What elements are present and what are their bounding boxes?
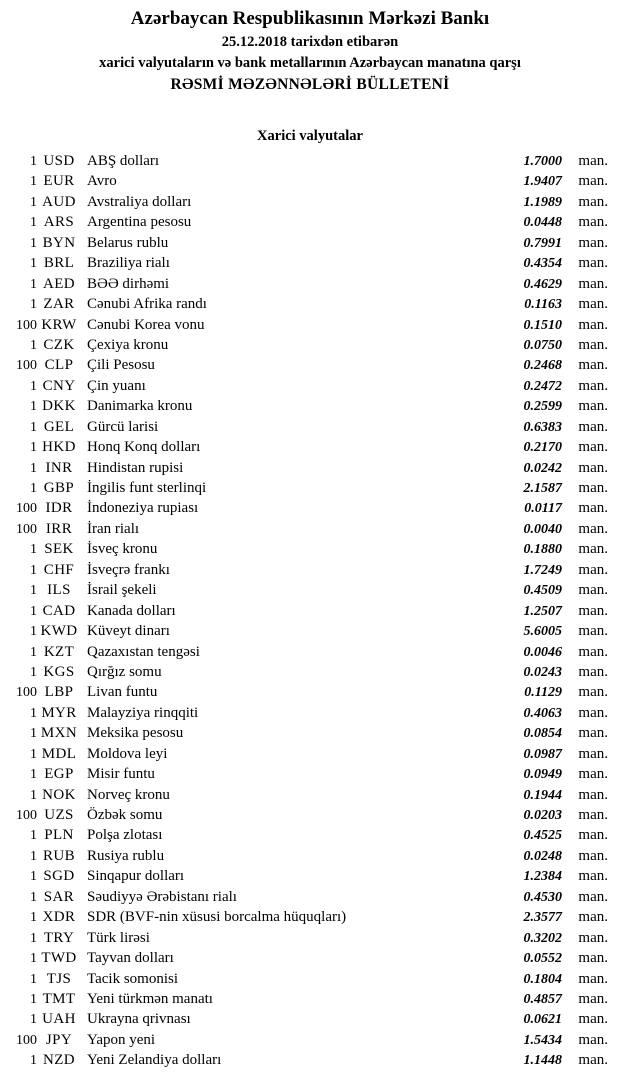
currency-name-cell: Çili Pesosu [87, 357, 155, 374]
rate-value-cell: 0.4857 [523, 991, 562, 1007]
quantity-cell: 1 [30, 624, 37, 640]
unit-cell: man. [578, 480, 608, 496]
unit-cell: man. [578, 909, 608, 926]
currency-code-cell: SEK [44, 541, 74, 558]
rate-value-cell: 0.0448 [523, 215, 562, 231]
unit-cell: man. [578, 153, 608, 169]
section-title-foreign-currencies: Xarici valyutalar [257, 128, 363, 144]
rate-value-cell: 0.1129 [524, 685, 562, 701]
unit-cell: man. [578, 296, 608, 313]
currency-name-cell: İndoneziya rupiası [87, 500, 199, 517]
currency-code-cell: ARS [43, 214, 75, 231]
unit-cell: man. [578, 214, 608, 231]
currency-name-cell: Sinqapur dolları [87, 868, 185, 885]
rate-row [0, 662, 620, 682]
rate-row [0, 458, 620, 478]
rate-row [0, 315, 620, 335]
unit-cell: man. [578, 725, 608, 742]
quantity-cell: 1 [30, 1012, 37, 1028]
rate-row [0, 825, 620, 845]
quantity-cell: 1 [30, 542, 37, 558]
rate-row [0, 1030, 620, 1050]
rate-value-cell: 1.1448 [523, 1053, 562, 1069]
unit-cell: man. [578, 704, 608, 721]
quantity-cell: 1 [30, 971, 37, 987]
rate-value-cell: 0.1163 [524, 297, 562, 313]
currency-name-cell: Türk lirəsi [87, 929, 150, 946]
currency-name-cell: Argentina pesosu [87, 214, 192, 231]
currency-code-cell: USD [43, 153, 75, 169]
rate-value-cell: 0.6383 [523, 419, 562, 435]
unit-cell: man. [578, 623, 608, 640]
currency-name-cell: Malayziya rinqqiti [87, 704, 199, 721]
currency-code-cell: KWD [40, 623, 78, 640]
unit-cell: man. [578, 786, 608, 803]
rate-value-cell: 0.2468 [523, 358, 562, 374]
currency-code-cell: IDR [45, 500, 73, 517]
unit-cell: man. [578, 561, 608, 578]
rate-value-cell: 0.0243 [523, 664, 562, 680]
currency-name-cell: Yeni türkmən manatı [87, 990, 213, 1007]
quantity-cell: 1 [30, 1053, 37, 1069]
rate-value-cell: 0.0203 [523, 808, 562, 823]
quantity-cell: 100 [16, 808, 37, 823]
rate-value-cell: 1.7249 [523, 562, 562, 578]
unit-cell: man. [578, 950, 608, 967]
unit-cell: man. [578, 398, 608, 415]
currency-code-cell: CAD [42, 602, 76, 619]
currency-name-cell: Livan funtu [87, 684, 158, 701]
rate-row [0, 519, 620, 539]
currency-name-cell: Tayvan dolları [87, 950, 174, 967]
rate-row [0, 335, 620, 355]
quantity-cell: 1 [30, 337, 37, 353]
rate-row [0, 723, 620, 743]
bulletin-title: RƏSMİ MƏZƏNNƏLƏRİ BÜLLETENİ [170, 76, 450, 93]
quantity-cell: 1 [30, 910, 37, 926]
document-header [0, 0, 620, 95]
currency-code-cell: TWD [41, 950, 77, 967]
rate-value-cell: 0.4525 [523, 828, 562, 844]
rate-row [0, 171, 620, 191]
rate-row [0, 1009, 620, 1029]
currency-code-cell: NOK [42, 786, 76, 803]
quantity-cell: 100 [16, 685, 37, 701]
quantity-cell: 1 [30, 767, 37, 783]
unit-cell: man. [578, 255, 608, 272]
rate-value-cell: 0.0242 [523, 460, 562, 476]
currency-code-cell: IRR [45, 520, 73, 537]
currency-code-cell: GBP [43, 480, 75, 496]
rate-row [0, 355, 620, 375]
rate-value-cell: 2.3577 [523, 910, 562, 926]
unit-cell: man. [578, 827, 608, 844]
quantity-cell: 1 [30, 644, 37, 660]
currency-name-cell: ABŞ dolları [87, 153, 160, 169]
rate-row [0, 969, 620, 989]
currency-code-cell: BRL [43, 255, 75, 272]
quantity-cell: 1 [30, 154, 37, 169]
currency-code-cell: ZAR [43, 296, 75, 313]
rate-row [0, 682, 620, 702]
unit-cell: man. [578, 193, 608, 210]
quantity-cell: 1 [30, 889, 37, 905]
unit-cell: man. [578, 234, 608, 251]
unit-cell: man. [578, 807, 608, 823]
quantity-cell: 1 [30, 664, 37, 680]
currency-name-cell: Gürcü larisi [87, 418, 159, 435]
quantity-cell: 1 [30, 297, 37, 313]
rate-value-cell: 0.4530 [523, 889, 562, 905]
currency-name-cell: BƏƏ dirhəmi [87, 275, 170, 292]
rate-row [0, 212, 620, 232]
currency-name-cell: İsveç kronu [87, 541, 158, 558]
currency-code-cell: KRW [41, 316, 77, 333]
unit-cell: man. [578, 173, 608, 190]
rate-row [0, 621, 620, 641]
unit-cell: man. [578, 500, 608, 517]
unit-cell: man. [578, 868, 608, 885]
quantity-cell: 1 [30, 603, 37, 619]
rate-value-cell: 5.6005 [523, 624, 562, 640]
rate-value-cell: 1.7000 [523, 154, 562, 169]
rate-row [0, 805, 620, 825]
currency-name-cell: Cənubi Korea vonu [87, 316, 205, 333]
quantity-cell: 100 [16, 358, 37, 374]
currency-name-cell: Yeni Zelandiya dolları [87, 1052, 222, 1069]
quantity-cell: 1 [30, 787, 37, 803]
rate-row [0, 744, 620, 764]
currency-name-cell: Avro [87, 173, 117, 190]
quantity-cell: 100 [16, 317, 37, 333]
unit-cell: man. [578, 1052, 608, 1069]
quantity-cell: 1 [30, 869, 37, 885]
unit-cell: man. [578, 745, 608, 762]
rate-row [0, 580, 620, 600]
rate-row [0, 253, 620, 273]
rate-value-cell: 0.4629 [523, 276, 562, 292]
rate-value-cell: 0.0949 [523, 767, 562, 783]
currency-name-cell: Çexiya kronu [87, 336, 169, 353]
rate-value-cell: 0.1944 [523, 787, 562, 803]
quantity-cell: 1 [30, 440, 37, 456]
unit-cell: man. [578, 377, 608, 394]
currency-name-cell: Çin yuanı [87, 377, 146, 394]
rate-row [0, 785, 620, 805]
quantity-cell: 100 [16, 1032, 37, 1048]
currency-code-cell: CNY [42, 377, 76, 394]
currency-name-cell: Kanada dolları [87, 602, 176, 619]
rate-value-cell: 1.9407 [523, 174, 562, 190]
currency-code-cell: CLP [44, 357, 74, 374]
currency-code-cell: AUD [42, 193, 76, 210]
effective-date-line: 25.12.2018 tarixdən etibarən [221, 34, 399, 50]
currency-name-cell: Norveç kronu [87, 786, 170, 803]
unit-cell: man. [578, 275, 608, 292]
unit-cell: man. [578, 643, 608, 660]
rate-row [0, 642, 620, 662]
rate-row [0, 151, 620, 171]
unit-cell: man. [578, 766, 608, 783]
rate-value-cell: 0.1510 [523, 317, 562, 333]
currency-name-cell: Honq Konq dolları [87, 439, 201, 456]
rate-value-cell: 0.0621 [523, 1012, 562, 1028]
rate-row [0, 376, 620, 396]
currency-code-cell: AED [42, 275, 76, 292]
currency-name-cell: İngilis funt sterlinqi [87, 480, 207, 496]
currency-code-cell: EUR [43, 173, 75, 190]
rate-row [0, 396, 620, 416]
rate-row [0, 846, 620, 866]
rate-value-cell: 0.2472 [523, 378, 562, 394]
rate-value-cell: 0.0552 [523, 951, 562, 967]
currency-code-cell: XDR [42, 909, 76, 926]
rate-row [0, 1050, 620, 1070]
rate-row [0, 887, 620, 907]
quantity-cell: 100 [16, 501, 37, 517]
rate-row [0, 233, 620, 253]
rate-row [0, 539, 620, 559]
unit-cell: man. [578, 684, 608, 701]
currency-code-cell: PLN [44, 827, 74, 844]
unit-cell: man. [578, 990, 608, 1007]
rate-row [0, 703, 620, 723]
quantity-cell: 1 [30, 276, 37, 292]
rate-row [0, 989, 620, 1009]
currency-name-cell: Avstraliya dolları [87, 193, 192, 210]
currency-name-cell: Moldova leyi [87, 745, 168, 762]
unit-cell: man. [578, 459, 608, 476]
currency-name-cell: Polşa zlotası [87, 827, 163, 844]
quantity-cell: 1 [30, 562, 37, 578]
unit-cell: man. [578, 663, 608, 680]
rate-value-cell: 0.0040 [523, 521, 562, 537]
rate-row [0, 928, 620, 948]
quantity-cell: 1 [30, 930, 37, 946]
currency-name-cell: Qazaxıstan tengəsi [87, 643, 200, 660]
currency-name-cell: Hindistan rupisi [87, 459, 184, 476]
currency-name-cell: SDR (BVF-nin xüsusi borcalma hüquqları) [87, 909, 347, 926]
unit-cell: man. [578, 336, 608, 353]
quantity-cell: 1 [30, 583, 37, 599]
currency-name-cell: İsrail şekeli [87, 582, 157, 599]
rate-value-cell: 0.0248 [523, 848, 562, 864]
unit-cell: man. [578, 1031, 608, 1048]
currency-code-cell: BYN [42, 234, 76, 251]
currency-code-cell: LBP [44, 684, 74, 701]
rate-value-cell: 0.4063 [523, 705, 562, 721]
rate-value-cell: 0.2170 [523, 440, 562, 456]
unit-cell: man. [578, 439, 608, 456]
currency-name-cell: Braziliya rialı [87, 255, 170, 272]
unit-cell: man. [578, 520, 608, 537]
currency-code-cell: MXN [40, 725, 78, 742]
rate-row [0, 478, 620, 498]
quantity-cell: 1 [30, 828, 37, 844]
rate-row [0, 498, 620, 518]
currency-code-cell: SAR [43, 888, 75, 905]
quantity-cell: 1 [30, 256, 37, 272]
rate-value-cell: 0.0750 [523, 337, 562, 353]
unit-cell: man. [578, 418, 608, 435]
rate-row [0, 907, 620, 927]
unit-cell: man. [578, 316, 608, 333]
currency-name-cell: Qırğız somu [87, 663, 162, 680]
quantity-cell: 1 [30, 174, 37, 190]
currency-code-cell: UZS [44, 807, 74, 823]
unit-cell: man. [578, 1011, 608, 1028]
currency-code-cell: DKK [42, 398, 76, 415]
currency-code-cell: CHF [43, 561, 75, 578]
quantity-cell: 1 [30, 235, 37, 251]
currency-name-cell: Səudiyyə Ərəbistanı rialı [87, 888, 237, 905]
currency-name-cell: İran rialı [87, 520, 140, 537]
currency-code-cell: EGP [44, 766, 74, 783]
quantity-cell: 1 [30, 951, 37, 967]
currency-name-cell: Tacik somonisi [87, 970, 179, 987]
currency-name-cell: Özbək somu [87, 807, 163, 823]
currency-code-cell: ILS [47, 582, 71, 599]
quantity-cell: 1 [30, 726, 37, 742]
rate-value-cell: 0.0117 [524, 501, 562, 517]
rate-value-cell: 0.1804 [523, 971, 562, 987]
rate-value-cell: 0.0046 [523, 644, 562, 660]
rate-value-cell: 1.2507 [523, 603, 562, 619]
unit-cell: man. [578, 970, 608, 987]
currency-name-cell: İsveçrə frankı [87, 561, 170, 578]
currency-code-cell: KZT [43, 643, 75, 660]
quantity-cell: 1 [30, 848, 37, 864]
currency-name-cell: Rusiya rublu [87, 847, 165, 864]
unit-cell: man. [578, 888, 608, 905]
subtitle-line: xarici valyutaların və bank metallarının Azərbaycan manatına qarşı [99, 55, 521, 71]
currency-name-cell: Misir funtu [87, 766, 155, 783]
rate-row [0, 764, 620, 784]
currency-code-cell: JPY [45, 1031, 73, 1048]
quantity-cell: 1 [30, 215, 37, 231]
rate-row [0, 560, 620, 580]
rate-row [0, 601, 620, 621]
quantity-cell: 100 [16, 521, 37, 537]
rate-value-cell: 0.0854 [523, 726, 562, 742]
unit-cell: man. [578, 357, 608, 374]
currency-name-cell: Yapon yeni [87, 1031, 156, 1048]
currency-name-cell: Belarus rublu [87, 234, 169, 251]
quantity-cell: 1 [30, 705, 37, 721]
rate-row [0, 294, 620, 314]
currency-name-cell: Meksika pesosu [87, 725, 184, 742]
quantity-cell: 1 [30, 991, 37, 1007]
quantity-cell: 1 [30, 746, 37, 762]
rate-value-cell: 0.2599 [523, 399, 562, 415]
rate-value-cell: 1.5434 [523, 1032, 562, 1048]
currency-code-cell: TRY [43, 929, 75, 946]
currency-name-cell: Küveyt dinarı [87, 623, 170, 640]
quantity-cell: 1 [30, 419, 37, 435]
rate-value-cell: 0.7991 [523, 235, 562, 251]
currency-code-cell: KGS [43, 663, 75, 680]
quantity-cell: 1 [30, 378, 37, 394]
currency-code-cell: UAH [42, 1011, 76, 1028]
rate-value-cell: 0.4354 [523, 256, 562, 272]
currency-code-cell: NZD [42, 1052, 76, 1069]
currency-code-cell: MYR [41, 704, 77, 721]
currency-code-cell: CZK [43, 336, 75, 353]
unit-cell: man. [578, 602, 608, 619]
currency-code-cell: TMT [42, 990, 76, 1007]
currency-code-cell: SGD [43, 868, 75, 885]
unit-cell: man. [578, 847, 608, 864]
currency-code-cell: RUB [42, 847, 76, 864]
currency-code-cell: INR [45, 459, 73, 476]
currency-code-cell: TJS [46, 970, 72, 987]
rate-value-cell: 0.4509 [523, 583, 562, 599]
unit-cell: man. [578, 541, 608, 558]
bank-name-title: Azərbaycan Respublikasının Mərkəzi Bankı [130, 8, 490, 29]
unit-cell: man. [578, 929, 608, 946]
rate-value-cell: 1.1989 [523, 194, 562, 210]
rate-row [0, 274, 620, 294]
quantity-cell: 1 [30, 481, 37, 496]
quantity-cell: 1 [30, 399, 37, 415]
rate-row [0, 437, 620, 457]
rate-value-cell: 0.3202 [523, 930, 562, 946]
unit-cell: man. [578, 582, 608, 599]
currency-name-cell: Cənubi Afrika randı [87, 296, 207, 313]
rates-table [0, 151, 620, 1071]
currency-name-cell: Ukrayna qrivnası [87, 1011, 191, 1028]
currency-name-cell: Danimarka kronu [87, 398, 193, 415]
currency-code-cell: GEL [43, 418, 75, 435]
rate-value-cell: 0.1880 [523, 542, 562, 558]
quantity-cell: 1 [30, 194, 37, 210]
currency-code-cell: HKD [42, 439, 76, 456]
rate-row [0, 948, 620, 968]
rate-row [0, 192, 620, 212]
rate-value-cell: 0.0987 [523, 746, 562, 762]
rate-value-cell: 1.2384 [523, 869, 562, 885]
rate-row [0, 417, 620, 437]
rate-row [0, 866, 620, 886]
quantity-cell: 1 [30, 460, 37, 476]
rate-value-cell: 2.1587 [523, 481, 562, 496]
currency-code-cell: MDL [41, 745, 77, 762]
